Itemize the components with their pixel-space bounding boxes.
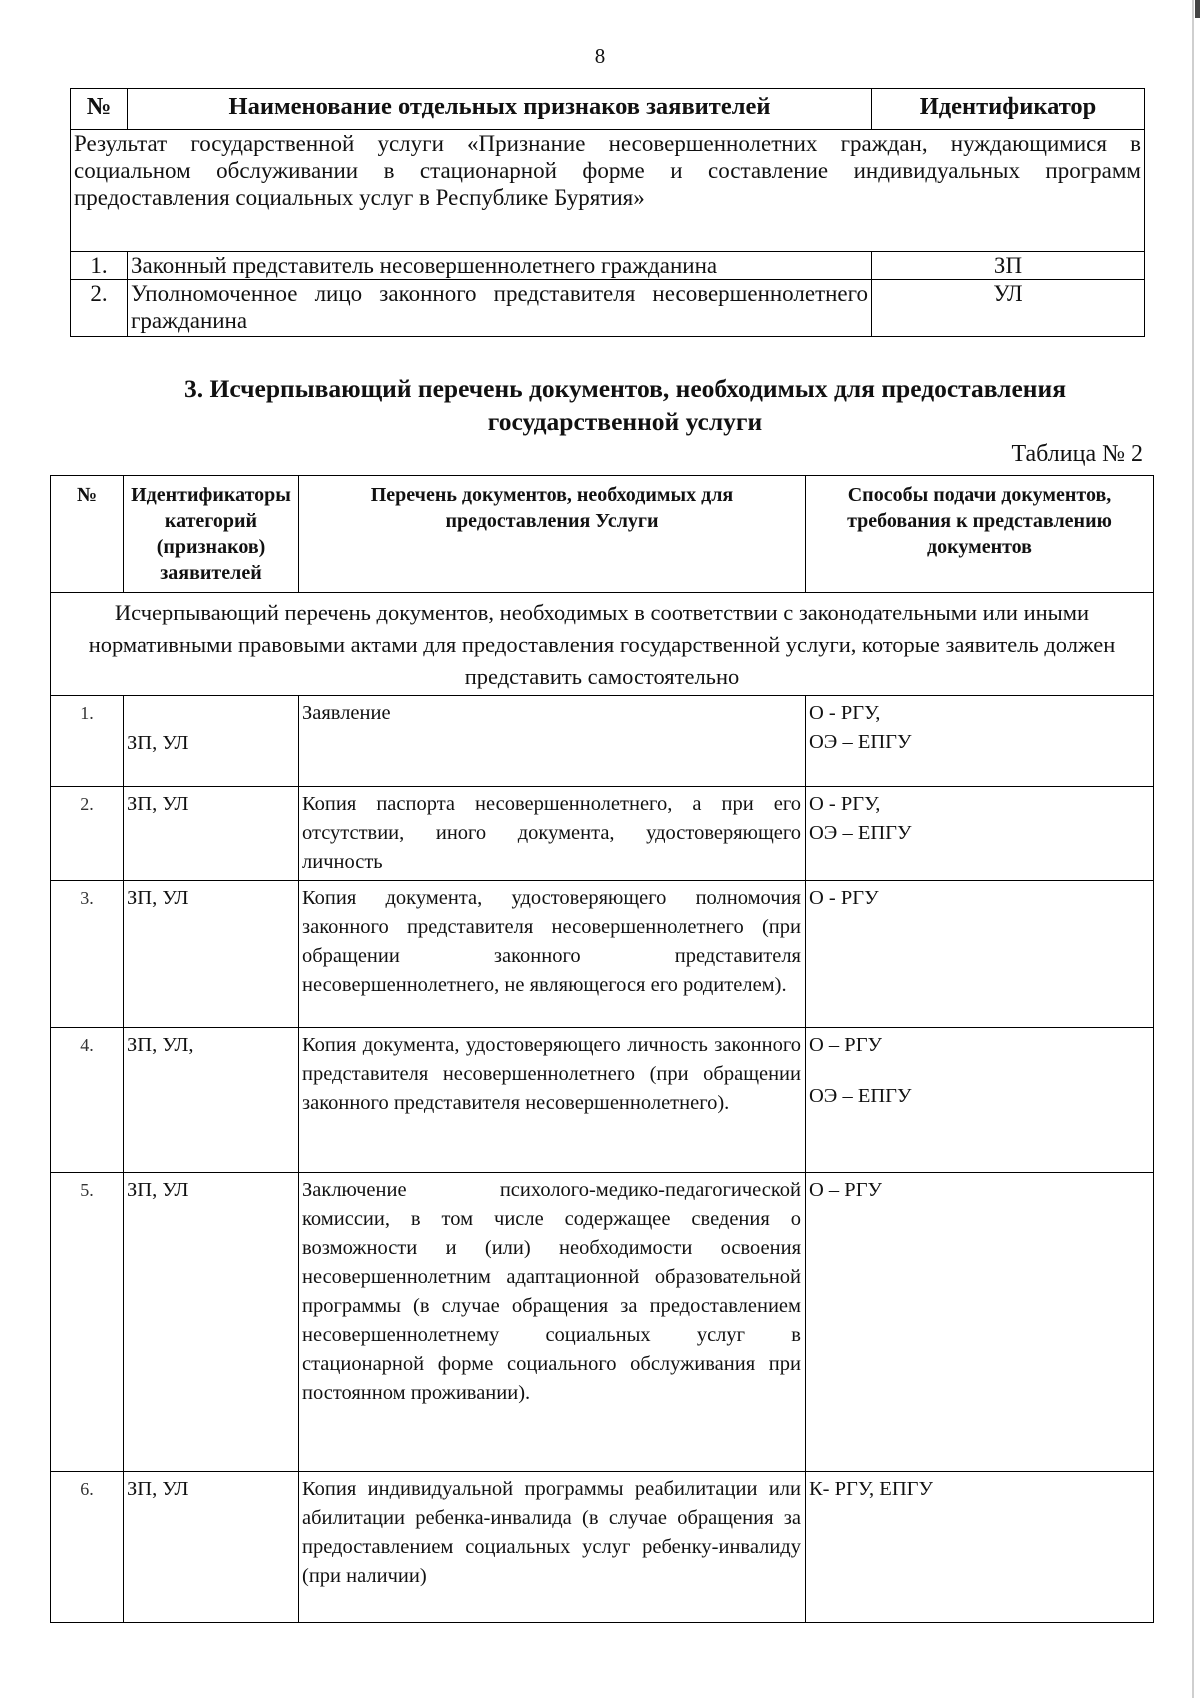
header-docs: Перечень документов, необходимых для предоставления Услуги: [299, 476, 806, 593]
method-line: О – РГУ: [809, 1179, 883, 1201]
method-gap: [809, 1060, 1150, 1082]
row-docs: Копия документа, удостоверяющего личность законного представителя несовершеннолетнего (при обращении законного представителя несовершеннолетнего).: [299, 1028, 806, 1173]
method-line: О - РГУ,: [809, 793, 881, 815]
table-row: [51, 696, 1154, 787]
row-num: 4.: [51, 1028, 124, 1173]
table-row: [51, 1173, 1154, 1472]
table-row: [71, 280, 1145, 337]
row-num: 3.: [51, 881, 124, 1028]
table-row: [51, 787, 1154, 881]
table-header-row: [71, 89, 1145, 130]
header-ident: Идентификатор: [872, 89, 1145, 130]
row-methods: [806, 1028, 1154, 1173]
row-num: 6.: [51, 1472, 124, 1623]
row-docs: Копия индивидуальной программы реабилитации или абилитации ребенка-инвалида (в случае обращения за предоставлением социальных услуг ребенку-инвалиду (при наличии): [299, 1472, 806, 1623]
table-header-row: [51, 476, 1154, 593]
method-line: О – РГУ: [809, 1034, 883, 1056]
row-ident: УЛ: [872, 280, 1145, 337]
table-row: [51, 881, 1154, 1028]
row-ident: ЗП, УЛ: [124, 787, 299, 881]
method-line: О - РГУ: [809, 887, 879, 909]
page-edge-mark: [1195, 0, 1200, 18]
page-number: 8: [594, 44, 606, 68]
row-ident: ЗП, УЛ: [124, 1472, 299, 1623]
row-ident: ЗП: [872, 252, 1145, 280]
method-line: К- РГУ, ЕПГУ: [809, 1478, 933, 1500]
row-name: Законный представитель несовершеннолетнего гражданина: [128, 252, 872, 280]
header-ident: Идентификаторы категорий (признаков) заявителей: [124, 476, 299, 593]
table-label: Таблица № 2: [1011, 441, 1143, 467]
table-row: [51, 1472, 1154, 1623]
row-num: 2.: [51, 787, 124, 881]
row-methods: [806, 696, 1154, 787]
merged-row: [51, 593, 1154, 696]
header-name: Наименование отдельных признаков заявителей: [128, 89, 872, 130]
row-docs: Копия паспорта несовершеннолетнего, а при его отсутствии, иного документа, удостоверяющего личность: [299, 787, 806, 881]
row-docs: Копия документа, удостоверяющего полномочия законного представителя несовершеннолетнего (при обращении законного представителя несовершеннолетнего, не являющегося его родителем).: [299, 881, 806, 1028]
row-num: 1.: [51, 696, 124, 787]
row-num: 1.: [71, 252, 128, 280]
row-ident: ЗП, УЛ,: [124, 1028, 299, 1173]
header-num: №: [51, 476, 124, 593]
service-result-text: Результат государственной услуги «Признание несовершеннолетних граждан, нуждающимися в социальном обслуживании в стационарной форме и составление индивидуальных программ предоставления социальных услуг в Республике Бурятия»: [71, 130, 1145, 252]
row-ident: ЗП, УЛ: [124, 881, 299, 1028]
table-row: [71, 252, 1145, 280]
documents-table: [50, 475, 1154, 1623]
row-methods: [806, 1472, 1154, 1623]
row-docs: Заключение психолого-медико-педагогической комиссии, в том числе содержащее сведения о возможности и (или) необходимости освоения несовершеннолетним адаптационной образовательной программы (в случае обращения за предоставлением несовершеннолетнему социальных услуг в стационарной форме социального обслуживания при постоянном проживании).: [299, 1173, 806, 1472]
method-line: ОЭ – ЕПГУ: [809, 822, 912, 844]
row-num: 2.: [71, 280, 128, 337]
row-ident: [124, 696, 299, 787]
page-edge: [1192, 0, 1194, 1698]
row-methods: [806, 881, 1154, 1028]
row-num: 5.: [51, 1173, 124, 1472]
row-ident-text: ЗП, УЛ: [127, 732, 189, 754]
section-title: 3. Исчерпывающий перечень документов, необходимых для предоставления государственной услуги: [183, 374, 1066, 436]
row-methods: [806, 1173, 1154, 1472]
method-line: О - РГУ,: [809, 702, 881, 724]
table-row: [51, 1028, 1154, 1173]
row-name: Уполномоченное лицо законного представителя несовершеннолетнего гражданина: [128, 280, 872, 337]
row-ident: ЗП, УЛ: [124, 1173, 299, 1472]
header-methods: Способы подачи документов, требования к представлению документов: [806, 476, 1154, 593]
result-row: [71, 130, 1145, 252]
row-docs: Заявление: [299, 696, 806, 787]
required-documents-note: Исчерпывающий перечень документов, необходимых в соответствии с законодательными или иными нормативными правовыми актами для предоставления государственной услуги, которые заявитель должен представить самостоятельно: [51, 593, 1154, 696]
method-line: ОЭ – ЕПГУ: [809, 1085, 912, 1107]
method-line: ОЭ – ЕПГУ: [809, 731, 912, 753]
row-methods: [806, 787, 1154, 881]
applicant-attributes-table: [70, 88, 1145, 337]
header-num: №: [71, 89, 128, 130]
